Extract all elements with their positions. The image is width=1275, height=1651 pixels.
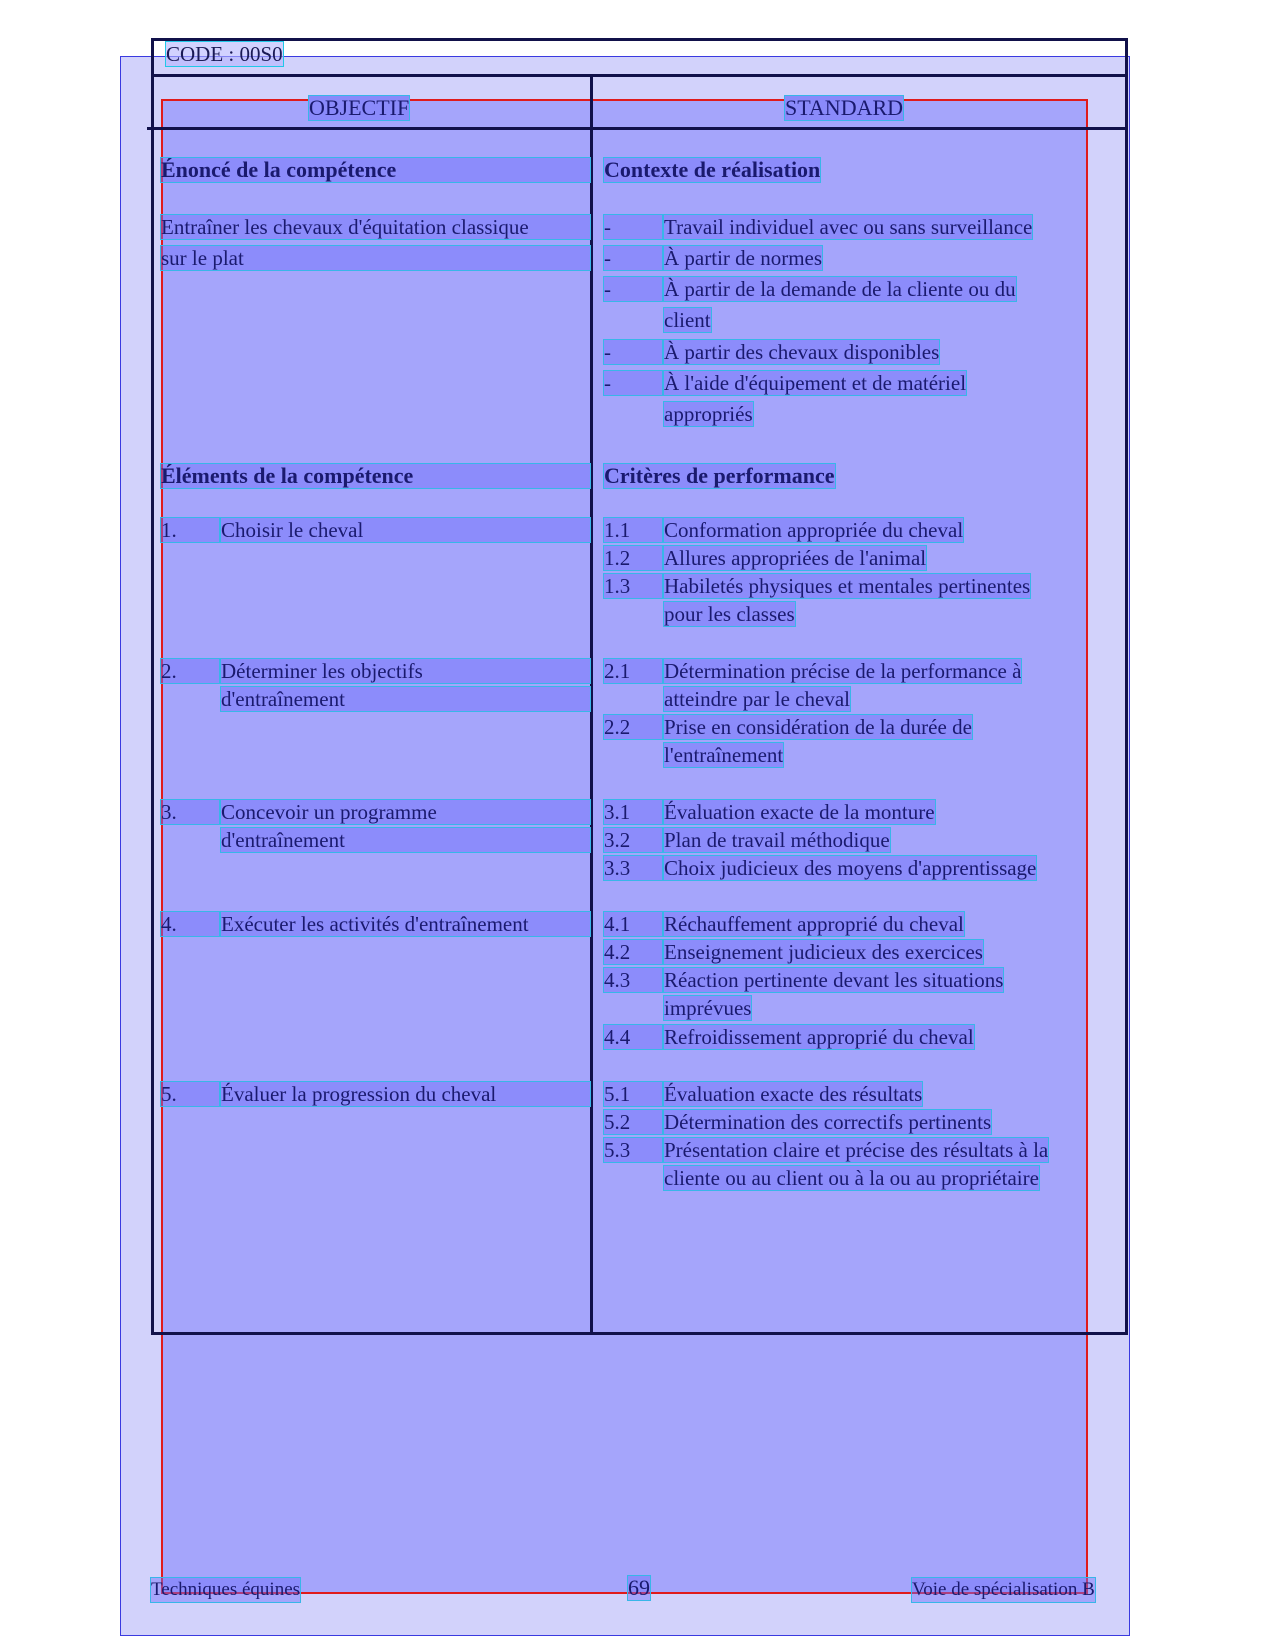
critere-text: atteindre par le cheval	[664, 687, 850, 711]
contexte-text: client	[664, 308, 711, 332]
contexte-bullet: -	[604, 340, 662, 364]
section-title-enonce: Énoncé de la compétence	[161, 158, 590, 182]
enonce-line: sur le plat	[161, 246, 590, 270]
column-header-standard: STANDARD	[785, 95, 904, 120]
section-title-contexte: Contexte de réalisation	[604, 157, 821, 182]
critere-number: 3.1	[604, 800, 662, 824]
contexte-bullet: -	[604, 277, 662, 301]
contexte-text: À partir de normes	[664, 246, 823, 270]
critere-number: 5.1	[604, 1082, 662, 1106]
section-title-elements: Éléments de la compétence	[161, 464, 590, 488]
footer-specialization: Voie de spécialisation B	[912, 1579, 1095, 1600]
contexte-bullet: -	[604, 371, 662, 395]
critere-text: Prise en considération de la durée de	[664, 715, 972, 739]
critere-number: 3.2	[604, 828, 662, 852]
critere-text: Allures appropriées de l'animal	[664, 546, 927, 570]
critere-text: Réaction pertinente devant les situations	[664, 968, 1004, 992]
contexte-text: Travail individuel avec ou sans surveillance	[664, 215, 1033, 239]
element-text: d'entraînement	[221, 687, 590, 711]
critere-text: Refroidissement approprié du cheval	[664, 1025, 974, 1049]
critere-number: 1.3	[604, 574, 662, 598]
column-divider	[590, 74, 593, 1335]
enonce-line: Entraîner les chevaux d'équitation classique	[161, 215, 590, 239]
critere-text: Conformation appropriée du cheval	[664, 518, 964, 542]
critere-number: 5.2	[604, 1110, 662, 1134]
contexte-text: appropriés	[664, 402, 753, 426]
critere-text: cliente ou au client ou à la ou au propriétaire	[664, 1166, 1039, 1190]
critere-text: imprévues	[664, 996, 752, 1020]
element-number: 3.	[161, 800, 219, 824]
element-number: 4.	[161, 912, 219, 936]
critere-text: Présentation claire et précise des résultats à la	[664, 1138, 1049, 1162]
critere-text: Détermination des correctifs pertinents	[664, 1110, 992, 1134]
contexte-text: À l'aide d'équipement et de matériel	[664, 371, 967, 395]
critere-text: pour les classes	[664, 602, 795, 626]
header-row-divider	[147, 127, 1128, 130]
code-label: CODE : 00S0	[166, 42, 283, 66]
critere-text: Détermination précise de la performance à	[664, 659, 1022, 683]
critere-number: 4.3	[604, 968, 662, 992]
critere-text: Évaluation exacte de la monture	[664, 800, 935, 824]
critere-number: 1.1	[604, 518, 662, 542]
code-row-divider	[151, 74, 1128, 77]
critere-text: Enseignement judicieux des exercices	[664, 940, 983, 964]
section-title-criteres: Critères de performance	[604, 463, 835, 488]
contexte-text: À partir des chevaux disponibles	[664, 340, 940, 364]
critere-number: 4.4	[604, 1025, 662, 1049]
contexte-text: À partir de la demande de la cliente ou du	[664, 277, 1016, 301]
critere-text: Réchauffement approprié du cheval	[664, 912, 964, 936]
element-text: d'entraînement	[221, 828, 590, 852]
element-text: Concevoir un programme	[221, 800, 590, 824]
element-text: Évaluer la progression du cheval	[221, 1082, 590, 1106]
footer-program: Techniques équines	[151, 1579, 301, 1600]
critere-text: Choix judicieux des moyens d'apprentissage	[664, 856, 1037, 880]
element-text: Déterminer les objectifs	[221, 659, 590, 683]
element-number: 5.	[161, 1082, 219, 1106]
critere-text: Évaluation exacte des résultats	[664, 1082, 923, 1106]
element-number: 1.	[161, 518, 219, 542]
critere-text: Habiletés physiques et mentales pertinentes	[664, 574, 1031, 598]
contexte-bullet: -	[604, 246, 662, 270]
critere-number: 2.2	[604, 715, 662, 739]
critere-number: 5.3	[604, 1138, 662, 1162]
column-header-objectif: OBJECTIF	[309, 95, 410, 120]
critere-text: l'entraînement	[664, 743, 784, 767]
critere-number: 3.3	[604, 856, 662, 880]
critere-number: 4.2	[604, 940, 662, 964]
critere-number: 2.1	[604, 659, 662, 683]
element-text: Choisir le cheval	[221, 518, 590, 542]
element-number: 2.	[161, 659, 219, 683]
critere-text: Plan de travail méthodique	[664, 828, 890, 852]
element-text: Exécuter les activités d'entraînement	[221, 912, 590, 936]
critere-number: 4.1	[604, 912, 662, 936]
footer-page-number: 69	[628, 1575, 650, 1600]
critere-number: 1.2	[604, 546, 662, 570]
contexte-bullet: -	[604, 215, 662, 239]
